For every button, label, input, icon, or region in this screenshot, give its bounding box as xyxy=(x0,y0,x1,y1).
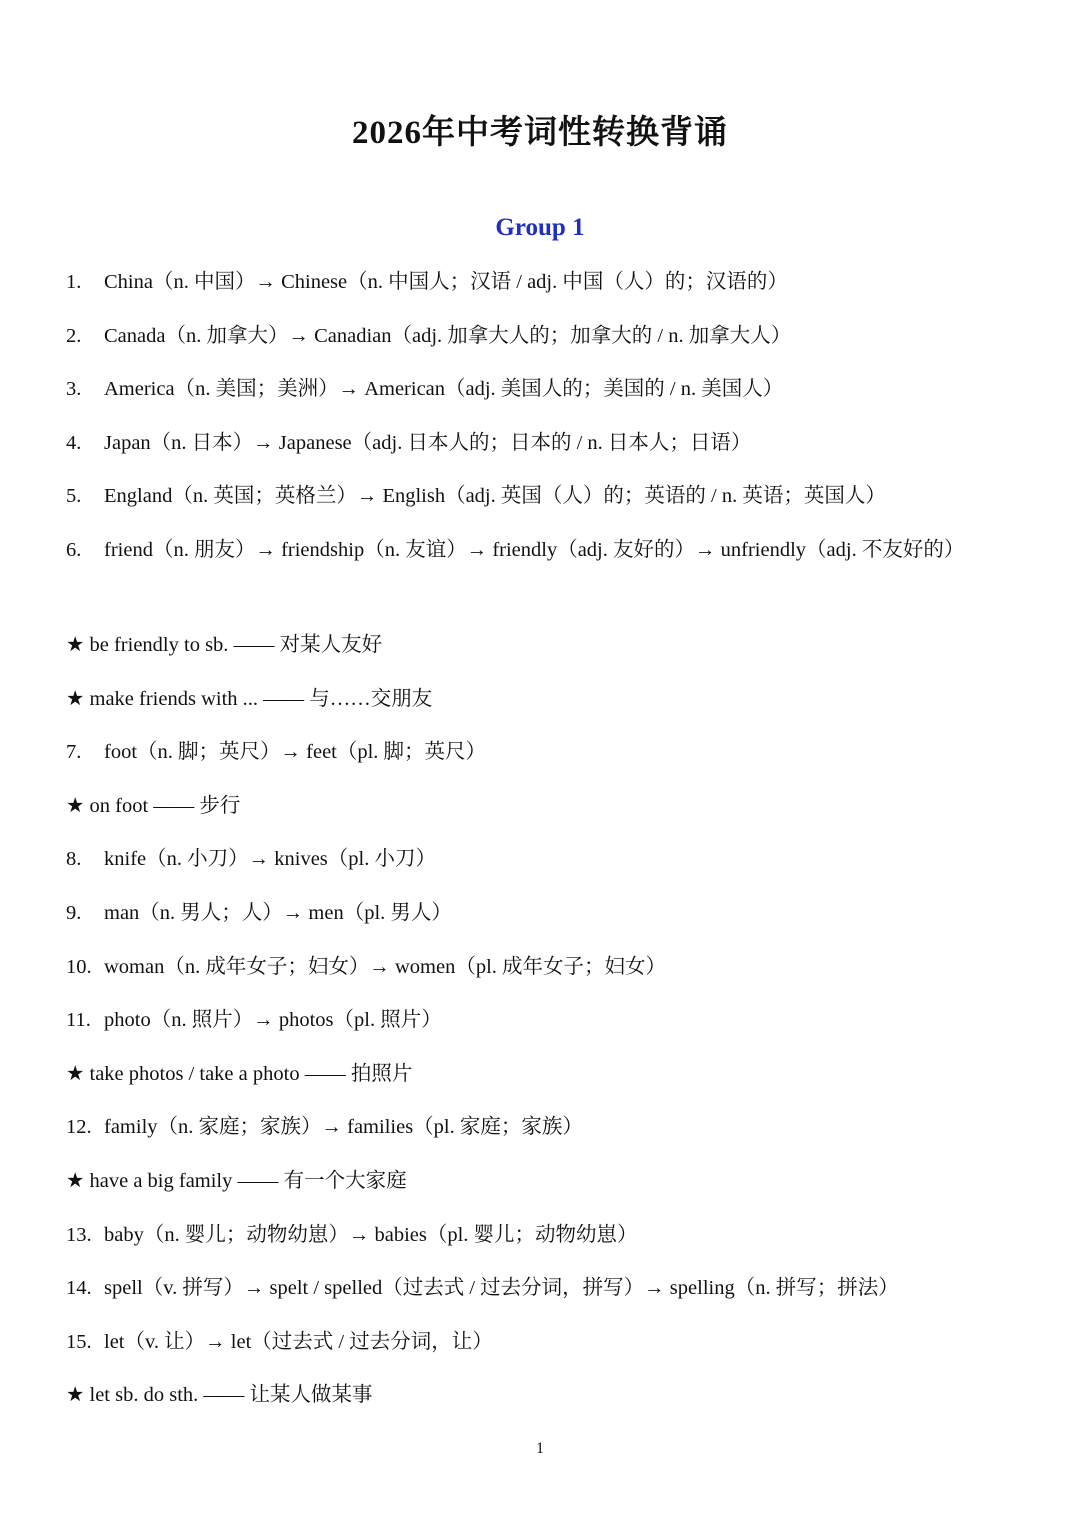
vocab-item-7 xyxy=(66,732,996,772)
item-number: 8. xyxy=(66,848,82,871)
vocab-item-6 xyxy=(66,530,996,610)
item-text: friend（n. 朋友）→ friendship（n. 友谊）→ friendly（adj. 友好的）→ unfriendly（adj. 不友好的） xyxy=(104,538,965,561)
vocab-item-15 xyxy=(66,1322,996,1362)
item-text: let（v. 让）→ let（过去式 / 过去分词，让） xyxy=(104,1330,493,1353)
page-number: 1 xyxy=(536,1440,544,1457)
item-number: 13. xyxy=(66,1223,92,1246)
vocab-item-14 xyxy=(66,1268,996,1308)
item-number: 12. xyxy=(66,1116,92,1139)
item-text: baby（n. 婴儿；动物幼崽）→ babies（pl. 婴儿；动物幼崽） xyxy=(104,1223,638,1246)
item-number: 3. xyxy=(66,378,82,401)
phrase-note: ★ have a big family —— 有一个大家庭 xyxy=(66,1169,407,1192)
item-number: 10. xyxy=(66,955,92,978)
document-title: 2026年中考词性转换背诵 xyxy=(352,115,728,151)
phrase-note: ★ take photos / take a photo —— 拍照片 xyxy=(66,1062,413,1085)
item-number: 2. xyxy=(66,324,82,347)
vocab-item-8 xyxy=(66,839,996,879)
phrase-note: ★ on foot —— 步行 xyxy=(66,794,241,817)
group-heading: Group 1 xyxy=(495,214,585,241)
item-number: 9. xyxy=(66,901,82,924)
vocab-item-4 xyxy=(66,423,996,463)
phrase-note: ★ be friendly to sb. —— 对某人友好 xyxy=(66,633,383,656)
item-number: 1. xyxy=(66,271,82,293)
item-number: 11. xyxy=(66,1009,91,1032)
item-text: America（n. 美国；美洲）→ American（adj. 美国人的；美国的 / n. 美国人） xyxy=(104,378,784,401)
item-number: 14. xyxy=(66,1277,92,1300)
vocab-item-5 xyxy=(66,476,996,516)
item-text: England（n. 英国；英格兰）→ English（adj. 英国（人）的；英语的 / n. 英语；英国人） xyxy=(104,485,886,508)
item-number: 4. xyxy=(66,431,82,454)
vocab-item-9 xyxy=(66,893,996,933)
item-text: China（n. 中国）→ Chinese（n. 中国人；汉语 / adj. 中国（人）的；汉语的） xyxy=(104,271,788,293)
item-text: Japan（n. 日本）→ Japanese（adj. 日本人的；日本的 / n. 日本人；日语） xyxy=(104,431,752,454)
item-number: 5. xyxy=(66,485,82,508)
phrase-note: ★ make friends with ... —— 与……交朋友 xyxy=(66,687,433,710)
item-text: photo（n. 照片）→ photos（pl. 照片） xyxy=(104,1009,442,1032)
item-text: foot（n. 脚；英尺）→ feet（pl. 脚；英尺） xyxy=(104,741,487,764)
vocab-item-10 xyxy=(66,947,996,987)
phrase-note: ★ let sb. do sth. —— 让某人做某事 xyxy=(66,1384,373,1407)
item-number: 15. xyxy=(66,1330,92,1353)
vocabulary-list xyxy=(66,262,996,1429)
vocab-item-12 xyxy=(66,1107,996,1147)
vocab-item-1 xyxy=(66,262,996,302)
vocab-item-3 xyxy=(66,369,996,409)
vocab-item-11 xyxy=(66,1000,996,1040)
item-text: family（n. 家庭；家族）→ families（pl. 家庭；家族） xyxy=(104,1116,583,1139)
item-number: 7. xyxy=(66,741,82,764)
vocab-item-13 xyxy=(66,1215,996,1255)
item-text: Canada（n. 加拿大）→ Canadian（adj. 加拿大人的；加拿大的 / n. 加拿大人） xyxy=(104,324,792,347)
item-number: 6. xyxy=(66,538,82,561)
item-text: woman（n. 成年女子；妇女）→ women（pl. 成年女子；妇女） xyxy=(104,955,667,978)
item-text: man（n. 男人；人）→ men（pl. 男人） xyxy=(104,901,452,924)
item-text: knife（n. 小刀）→ knives（pl. 小刀） xyxy=(104,848,436,871)
item-text: spell（v. 拼写）→ spelt / spelled（过去式 / 过去分词，拼写）→ spelling（n. 拼写；拼法） xyxy=(104,1277,899,1300)
vocab-item-2 xyxy=(66,316,996,356)
